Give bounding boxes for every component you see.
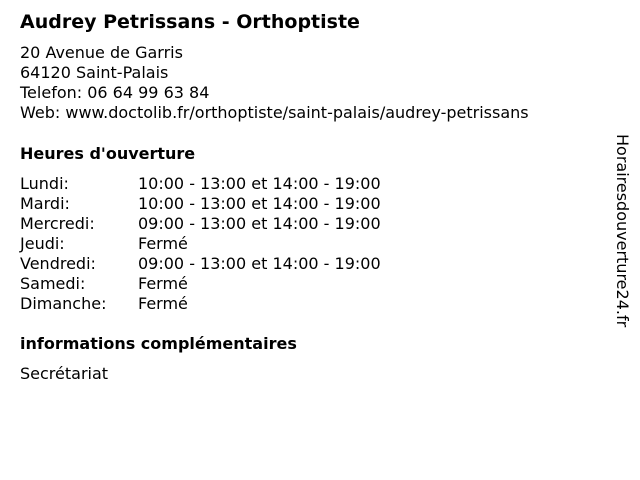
hours-time: 10:00 - 13:00 et 14:00 - 19:00 <box>138 174 381 193</box>
address-city: 64120 Saint-Palais <box>20 63 169 82</box>
hours-row-monday <box>20 174 440 194</box>
hours-row-sunday <box>20 294 440 314</box>
hours-day: Samedi: <box>20 274 86 293</box>
hours-row-tuesday <box>20 194 440 214</box>
hours-day: Jeudi: <box>20 234 65 253</box>
hours-time: Fermé <box>138 274 188 293</box>
hours-day: Mercredi: <box>20 214 95 233</box>
hours-row-thursday <box>20 234 440 254</box>
address-block <box>20 43 529 123</box>
hours-row-friday <box>20 254 440 274</box>
hours-time: 09:00 - 13:00 et 14:00 - 19:00 <box>138 254 381 273</box>
info-heading: informations complémentaires <box>20 334 297 353</box>
address-street: 20 Avenue de Garris <box>20 43 183 62</box>
hours-time: 09:00 - 13:00 et 14:00 - 19:00 <box>138 214 381 233</box>
hours-table <box>20 174 440 314</box>
hours-day: Vendredi: <box>20 254 96 273</box>
hours-time: Fermé <box>138 234 188 253</box>
hours-day: Lundi: <box>20 174 69 193</box>
hours-row-wednesday <box>20 214 440 234</box>
site-watermark: Horairesdouverture24.fr <box>613 134 632 328</box>
info-text: Secrétariat <box>20 364 109 383</box>
hours-day: Mardi: <box>20 194 70 213</box>
address-phone: Telefon: 06 64 99 63 84 <box>20 83 210 102</box>
hours-row-saturday <box>20 274 440 294</box>
address-web: Web: www.doctolib.fr/orthoptiste/saint-palais/audrey-petrissans <box>20 103 529 122</box>
hours-time: Fermé <box>138 294 188 313</box>
hours-heading: Heures d'ouverture <box>20 144 196 163</box>
hours-time: 10:00 - 13:00 et 14:00 - 19:00 <box>138 194 381 213</box>
hours-day: Dimanche: <box>20 294 107 313</box>
page-title: Audrey Petrissans - Orthoptiste <box>20 11 360 33</box>
